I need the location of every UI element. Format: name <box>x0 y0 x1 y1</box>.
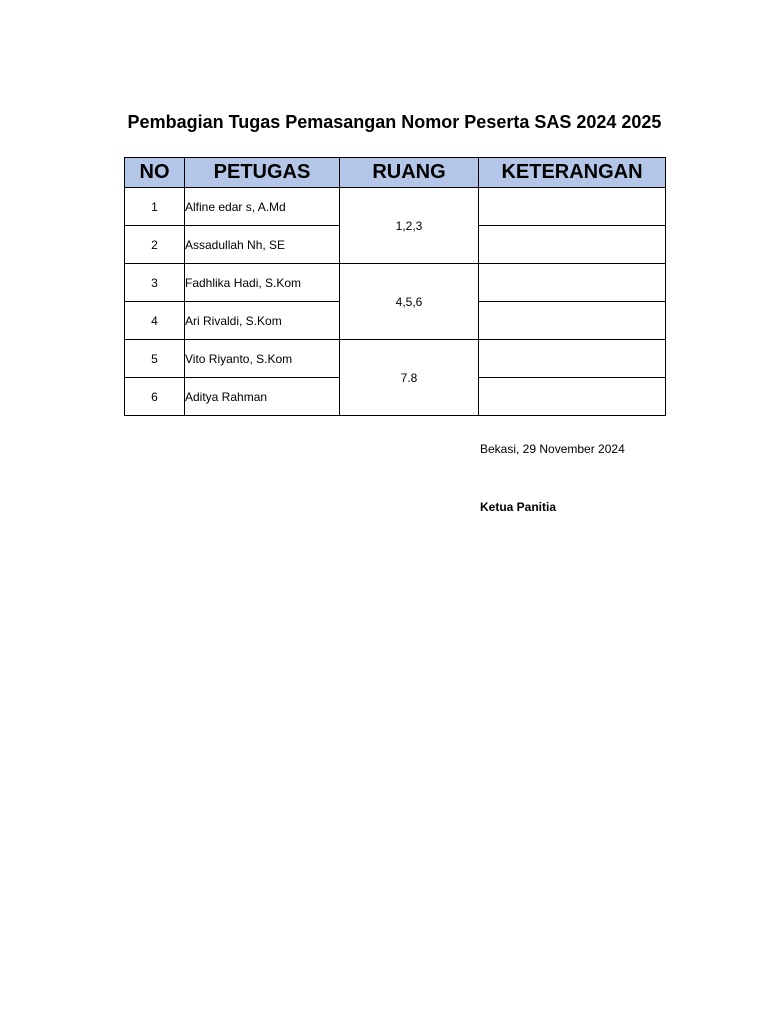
cell-petugas: Vito Riyanto, S.Kom <box>185 340 340 378</box>
cell-ruang: 1,2,3 <box>340 188 479 264</box>
cell-petugas: Fadhlika Hadi, S.Kom <box>185 264 340 302</box>
document-title: Pembagian Tugas Pemasangan Nomor Peserta SAS 2024 2025 <box>127 112 662 132</box>
place-date: Bekasi, 29 November 2024 <box>480 442 625 456</box>
cell-keterangan <box>479 302 666 340</box>
cell-petugas: Ari Rivaldi, S.Kom <box>185 302 340 340</box>
cell-keterangan <box>479 226 666 264</box>
cell-petugas: Aditya Rahman <box>185 378 340 416</box>
assignment-table <box>124 157 666 416</box>
cell-no: 4 <box>125 302 185 340</box>
cell-keterangan <box>479 340 666 378</box>
cell-keterangan <box>479 378 666 416</box>
table-row <box>125 264 666 302</box>
cell-petugas: Assadullah Nh, SE <box>185 226 340 264</box>
cell-keterangan <box>479 264 666 302</box>
header-ruang: RUANG <box>340 158 479 188</box>
header-no: NO <box>125 158 185 188</box>
cell-no: 2 <box>125 226 185 264</box>
cell-no: 1 <box>125 188 185 226</box>
table-header-row <box>125 158 666 188</box>
table-row <box>125 340 666 378</box>
cell-petugas: Alfine edar s, A.Md <box>185 188 340 226</box>
header-petugas: PETUGAS <box>185 158 340 188</box>
cell-no: 5 <box>125 340 185 378</box>
table-row <box>125 188 666 226</box>
signatory-role: Ketua Panitia <box>480 500 557 514</box>
cell-no: 3 <box>125 264 185 302</box>
header-keterangan: KETERANGAN <box>479 158 666 188</box>
cell-ruang: 7.8 <box>340 340 479 416</box>
cell-no: 6 <box>125 378 185 416</box>
cell-keterangan <box>479 188 666 226</box>
cell-ruang: 4,5,6 <box>340 264 479 340</box>
